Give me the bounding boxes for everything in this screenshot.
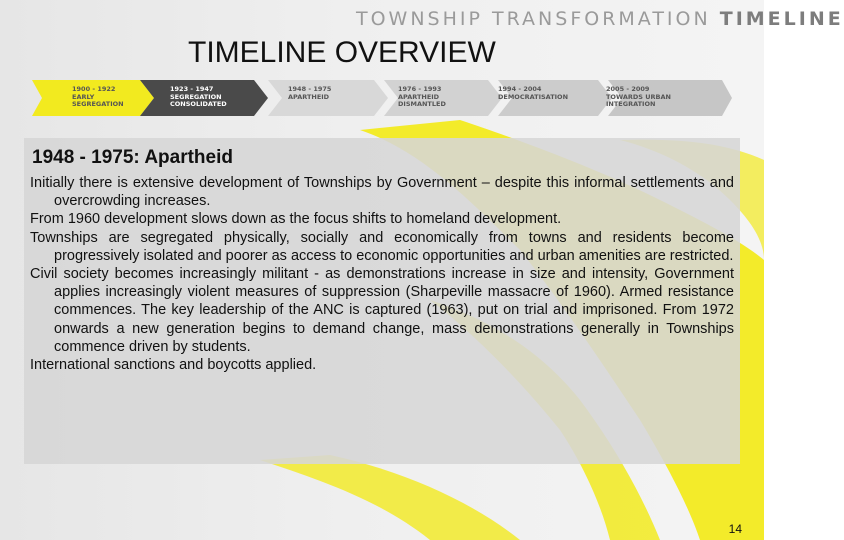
segment-years: 1994 - 2004 [498, 85, 542, 93]
paragraph: Civil society becomes increasingly militant - as demonstrations increase in size and intensity, Government applies increasingly violent measures of suppression (Sharpeville massacre of 1960). Armed resistance commences. The key leadership of the ANC is captured (1963), put on trial and imprisoned. From 1972 onwards a new generation begins to demand change, mass demonstrations generally in Townships commence driven by students. [30, 266, 734, 355]
content-panel [24, 138, 740, 464]
timeline-segment-2 [170, 86, 227, 109]
segment-label: APARTHEID [288, 92, 330, 101]
segment-years: 1948 - 1975 [288, 85, 332, 93]
segment-label: DISMANTLED [398, 100, 446, 108]
timeline-segment-1 [72, 86, 124, 109]
timeline-segment-3 [288, 86, 331, 101]
timeline-bar [32, 76, 732, 120]
segment-years: 1976 - 1993 [398, 85, 442, 93]
segment-label: APARTHEID [398, 92, 440, 101]
header-title-bold: TIMELINE [719, 8, 844, 30]
timeline-segment-6 [606, 86, 671, 109]
segment-label: INTEGRATION [606, 100, 656, 108]
segment-years: 2005 - 2009 [606, 85, 650, 93]
timeline-segment-5 [498, 86, 568, 101]
segment-label: SEGREGATION [72, 100, 124, 108]
body-text [30, 174, 734, 374]
segment-years: 1900 - 1922 [72, 85, 116, 93]
segment-label: EARLY [72, 92, 95, 101]
paragraph: International sanctions and boycotts applied. [30, 357, 317, 374]
section-heading: 1948 - 1975: Apartheid [32, 147, 233, 168]
segment-label: CONSOLIDATED [170, 100, 227, 108]
timeline-segment-4 [398, 86, 446, 109]
page-number: 14 [728, 522, 742, 536]
segment-label: SEGREGATION [170, 92, 222, 101]
slide-title: TIMELINE OVERVIEW [188, 36, 496, 69]
header-title-regular: TOWNSHIP TRANSFORMATION [356, 8, 711, 30]
header-title [356, 8, 844, 30]
paragraph: Townships are segregated physically, socially and economically from towns and residents become progressively isolated and poorer as access to economic opportunities and urban amenities are restricted. [30, 229, 734, 264]
segment-years: 1923 - 1947 [170, 85, 214, 93]
segment-label: TOWARDS URBAN [606, 92, 671, 101]
segment-label: DEMOCRATISATION [498, 92, 569, 101]
paragraph: Initially there is extensive development of Townships by Government – despite this informal settlements and overcrowding increases. [30, 175, 734, 210]
paragraph: From 1960 development slows down as the focus shifts to homeland development. [30, 211, 562, 228]
